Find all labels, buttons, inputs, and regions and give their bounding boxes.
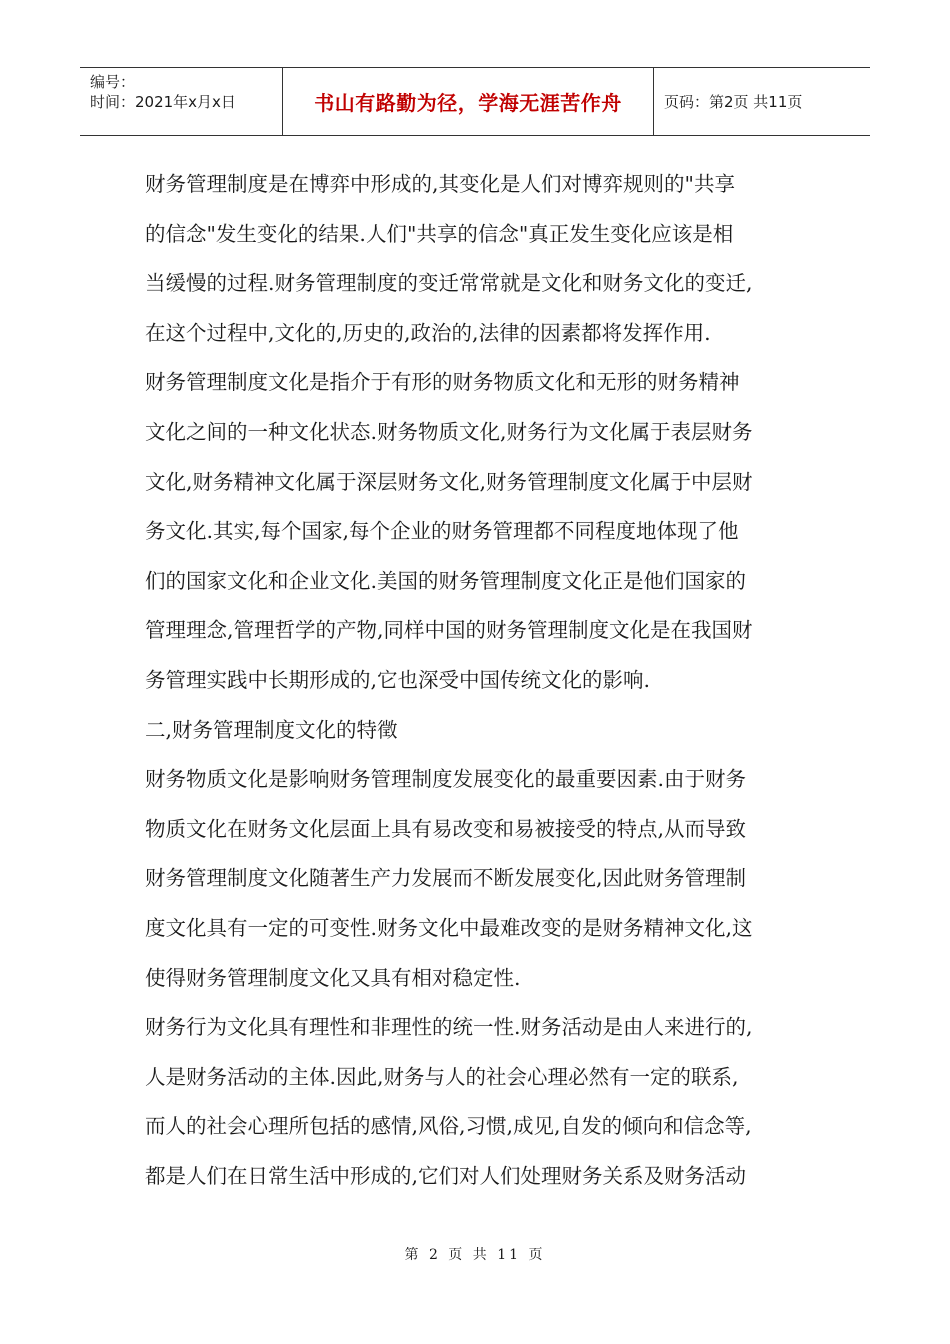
body-line: 在这个过程中,文化的,历史的,政治的,法律的因素都将发挥作用. bbox=[145, 320, 711, 345]
body-line: 务管理实践中长期形成的,它也深受中国传统文化的影响. bbox=[145, 667, 651, 692]
body-line: 都是人们在日常生活中形成的,它们对人们处理财务关系及财务活动 bbox=[145, 1163, 747, 1188]
document-number-label: 编号： bbox=[90, 73, 136, 91]
header-page-info: 页码：第2页 共11页 bbox=[664, 93, 803, 111]
section-heading: 二,财务管理制度文化的特徵 bbox=[145, 717, 398, 742]
document-time-label: 时间：2021年x月x日 bbox=[90, 93, 236, 111]
body-line: 而人的社会心理所包括的感情,风俗,习惯,成见,自发的倾向和信念等, bbox=[145, 1114, 752, 1139]
body-line: 财务行为文化具有理性和非理性的统一性.财务活动是由人来进行的, bbox=[145, 1015, 753, 1040]
body-line: 物质文化在财务文化层面上具有易改变和易被接受的特点,从而导致 bbox=[145, 816, 747, 841]
header-table bbox=[80, 67, 870, 136]
body-line: 财务管理制度文化随著生产力发展而不断发展变化,因此财务管理制 bbox=[145, 866, 747, 891]
body-line: 财务管理制度是在博弈中形成的,其变化是人们对博弈规则的"共享 bbox=[145, 172, 735, 196]
body-line: 使得财务管理制度文化又具有相对稳定性. bbox=[145, 965, 521, 990]
body-line: 文化之间的一种文化状态.财务物质文化,财务行为文化属于表层财务 bbox=[145, 419, 753, 444]
header-meta-cell bbox=[80, 68, 282, 135]
body-line: 度文化具有一定的可变性.财务文化中最难改变的是财务精神文化,这 bbox=[145, 915, 753, 940]
body-line: 们的国家文化和企业文化.美国的财务管理制度文化正是他们国家的 bbox=[145, 568, 747, 593]
body-line: 务文化.其实,每个国家,每个企业的财务管理都不同程度地体现了他 bbox=[145, 519, 739, 544]
header-motto: 书山有路勤为径，学海无涯苦作舟 bbox=[282, 68, 654, 135]
body-line: 财务管理制度文化是指介于有形的财务物质文化和无形的财务精神 bbox=[145, 370, 740, 395]
page-footer: 第 2 页 共 11 页 bbox=[404, 1247, 546, 1263]
document-body bbox=[145, 160, 815, 1201]
body-line: 当缓慢的过程.财务管理制度的变迁常常就是文化和财务文化的变迁, bbox=[145, 271, 753, 296]
body-line: 财务物质文化是影响财务管理制度发展变化的最重要因素.由于财务 bbox=[145, 767, 747, 792]
body-line: 的信念"发生变化的结果.人们"共享的信念"真正发生变化应该是相 bbox=[145, 221, 734, 246]
body-line: 管理理念,管理哲学的产物,同样中国的财务管理制度文化是在我国财 bbox=[145, 618, 753, 643]
body-line: 文化,财务精神文化属于深层财务文化,财务管理制度文化属于中层财 bbox=[145, 469, 753, 494]
body-line: 人是财务活动的主体.因此,财务与人的社会心理必然有一定的联系, bbox=[145, 1064, 739, 1089]
